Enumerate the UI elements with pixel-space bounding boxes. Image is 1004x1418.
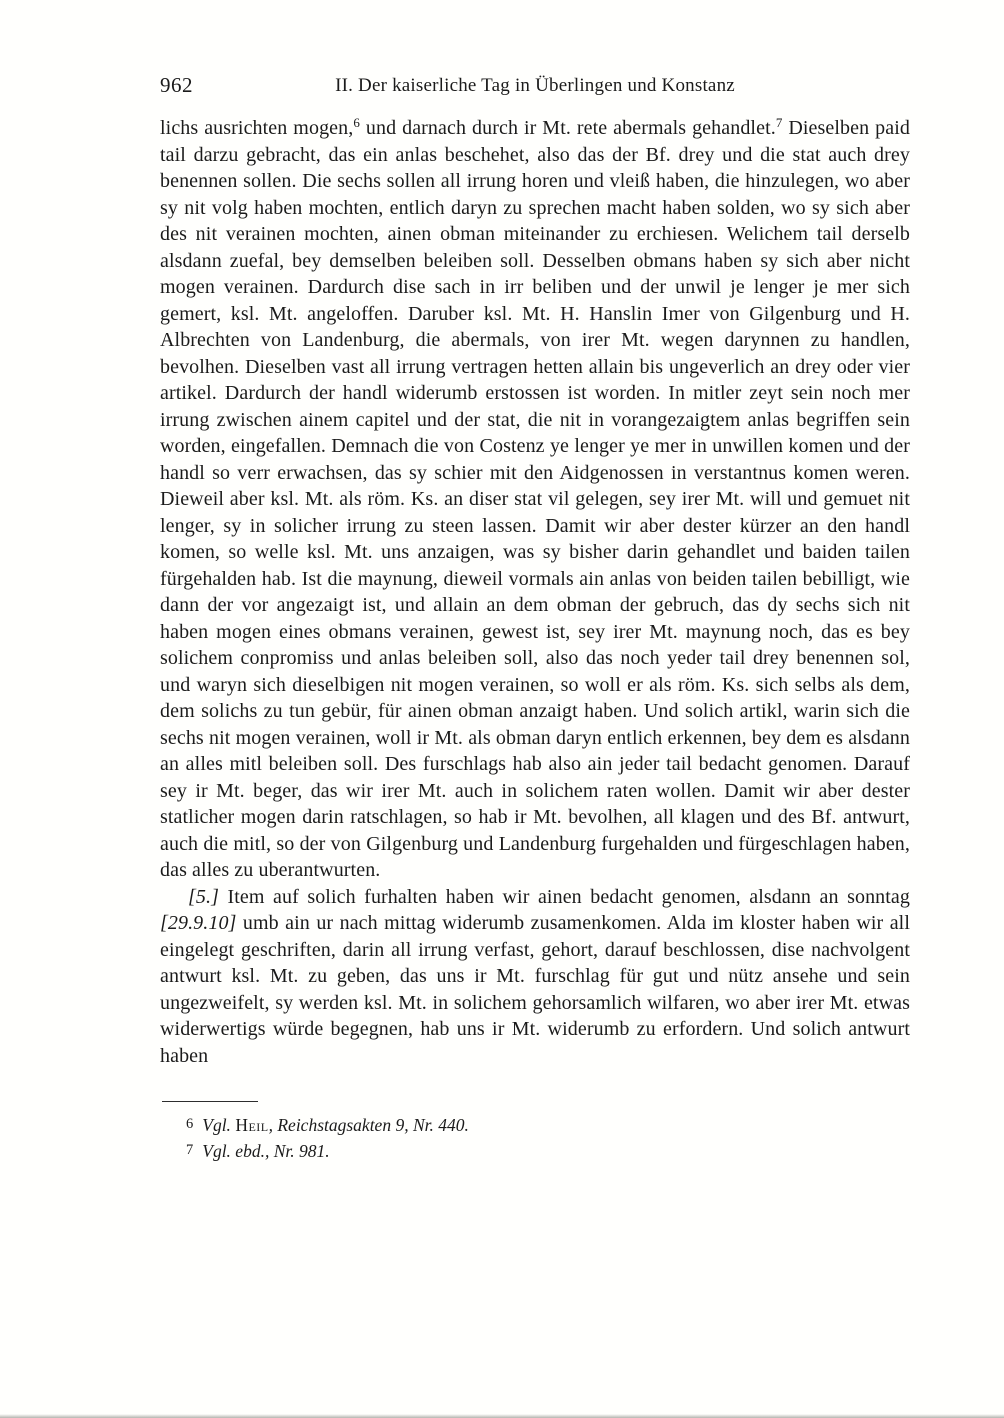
item-number: [5.]: [188, 885, 219, 908]
footnote-ref-6: 6: [353, 115, 360, 130]
body-text-run: umb ain ur nach mittag widerumb zusamenkomen. Alda im kloster haben wir all eingelegt geschriften, darin all irrung verfast, gehort, darauf beschlossen, dise nachvolgent antwurt ksl. Mt. zu geben, das uns ir Mt. furschlag für gut und nütz ansehe und sein ungezweifelt, sy werden ksl. Mt. in solichem gehorsamlich wilfaren, wo aber irer Mt. etwas widerwertigs würde begegnen, hab uns ir Mt. widerumb zu erfordern. Und solich antwurt haben: [160, 912, 910, 1067]
text-block: [160, 115, 910, 1069]
body-text-run: Item auf solich furhalten haben wir ainen bedacht genomen, alsdann an sonntag: [218, 885, 910, 908]
footnotes-section: [160, 1101, 910, 1164]
footnote-author: Heil: [235, 1115, 269, 1135]
footnote-ref-7: 7: [775, 115, 783, 130]
footnote-7: [186, 1138, 910, 1164]
body-text-run: Dieselben paid tail darzu gebracht, das ein anlas beschehet, also das der Bf. drey und die stat auch drey benennen sollen. Die sechs sollen all irrung horen und vleiß haben, die hinzulegen, wo aber sy nit volg haben mochten, entlich daryn zu sprechen macht haben solden, wo sy sich aber des nit verainen mochten, ainen obman miteinander zu erchiesen. Welichem tail derselb alsdann zuefal, bey demselben beleiben soll. Desselben obmans haben sy sich aber nicht mogen verainen. Dardurch dise sach in irr beliben und der unwil je lenger je mer sich gemert, ksl. Mt. angeloffen. Daruber ksl. Mt. H. Hanslin Imer von Gilgenburg und H. Albrechten von Landenburg, die abermals, von irer Mt. wegen darynnen zu handlen, bevolhen. Dieselben vast all irrung vertragen hetten allain bis ungeverlich an drey oder vier artikel. Dardurch der handl widerumb erstossen ist worden. In mitler zeyt sein noch mer irrung zwischen ainem capitel und der stat, die nit in vorangezaigtem anlas begriffen sein worden, eingefallen. Demnach die von Costenz ye lenger ye mer in unwillen komen und der handl so verr erwachsen, das sy schier mit den Aidgenossen in verstantnus komen weren. Dieweil aber ksl. Mt. als röm. Ks. an diser stat vil gelegen, sey irer Mt. will und gemuet nit lenger, sy in solicher irrung zu steen lassen. Damit wir aber dester kürzer an den handl komen, so welle ksl. Mt. uns anzaigen, was sy bisher darin gehandlet und baiden tailen fürgehalden hab. Ist die maynung, dieweil vormals ain anlas von beiden tailen bebilligt, wie dann der vor angezaigt ist, und allain an dem obman der gebruch, das dy sechs sich nit haben mogen eines obmans verainen, gewest ist, sey irer Mt. maynung noch, das es bey solichem conpromiss und anlas beleiben soll, also das noch yeder tail drey benennen sol, und waryn sich dieselbigen nit mogen verainen, so woll er als röm. Ks. sich selbs als dem, dem solichs zu tun gebür, für ainen obman anzaigt haben. Und solich artikl, warin sich die sechs nit mogen verainen, woll ir Mt. als obman daryn entlich erkennen, bey dem es alsdann an alles mitl beleiben soll. Des furschlags hab also ain jeder tail bedacht genomen. Darauf sey ir Mt. beger, das wir irer Mt. auch in solichem raten wollen. Damit wir aber dester statlicher mogen darin ratschlagen, so hab ir Mt. bevolhen, all klagen und des Bf. antwurt, auch die mitl, so der von Gilgenburg und Landenburg furgehalden und fürgeschlagen haben, das alles zu uberantwurten.: [160, 117, 910, 881]
footnote-6: [186, 1112, 910, 1138]
paragraph-continuation: [160, 115, 910, 884]
page-bottom-edge: [0, 1414, 1004, 1418]
footnote-number: 7: [186, 1142, 194, 1158]
body-text-run: lichs ausrichten mogen,: [160, 117, 354, 139]
footnote-separator: [162, 1101, 258, 1102]
page-header: [160, 72, 910, 102]
body-text-run: und darnach durch ir Mt. rete abermals gehandlet.: [359, 117, 776, 139]
paragraph-item-5: [160, 884, 910, 1070]
footnote-number: 6: [186, 1116, 194, 1132]
page-number: 962: [160, 73, 193, 97]
running-title: II. Der kaiserliche Tag in Überlingen und Konstanz: [335, 75, 735, 96]
footnote-vgl: Vgl.: [202, 1115, 236, 1135]
footnote-citation: Vgl. ebd., Nr. 981.: [202, 1141, 330, 1161]
inline-date: [29.9.10]: [160, 912, 237, 934]
footnote-citation: , Reichstagsakten 9, Nr. 440.: [268, 1115, 469, 1135]
